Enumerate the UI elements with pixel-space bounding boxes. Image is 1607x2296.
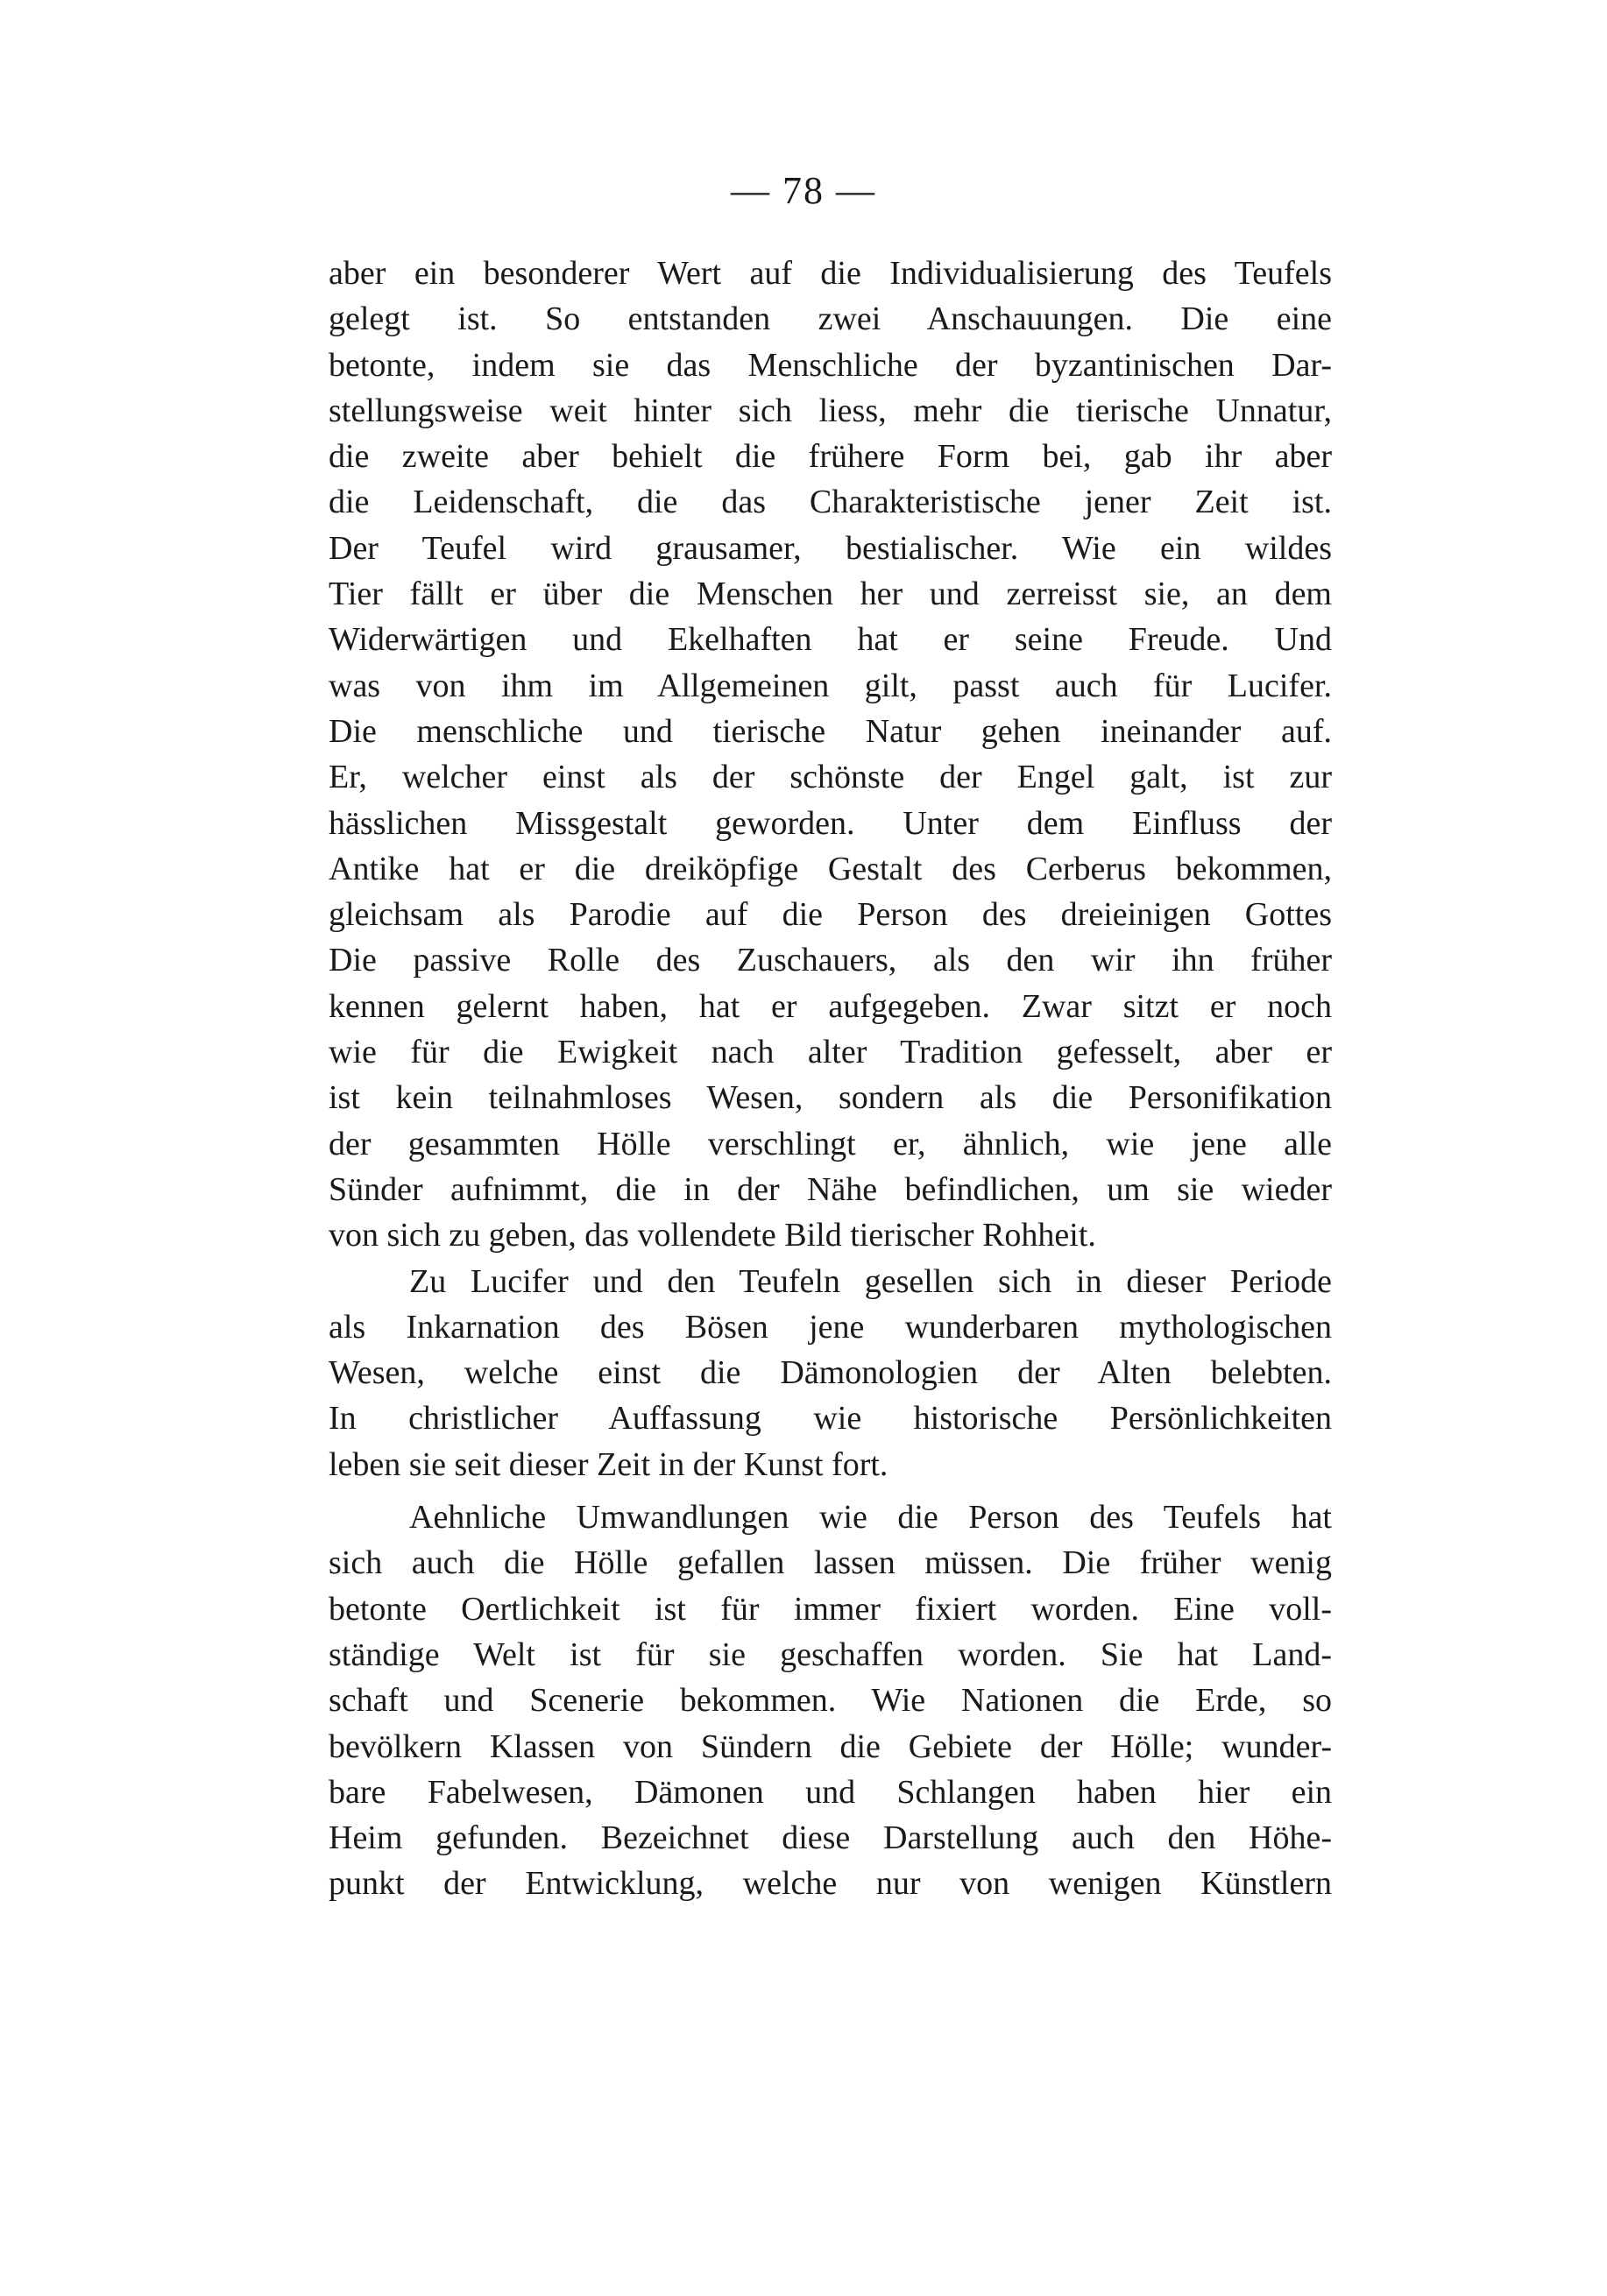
text-line: ständige Welt ist für sie geschaffen worden. Sie hat Land- (329, 1635, 1332, 1673)
text-line: die zweite aber behielt die frühere Form bei, gab ihr aber (329, 438, 1332, 476)
text-line: von sich zu geben, das vollendete Bild tierischer Rohheit. (329, 1217, 1096, 1254)
paragraph (329, 1494, 1332, 1907)
text-line: In christlicher Auffassung wie historische Persönlichkeiten (329, 1400, 1332, 1438)
text-line: Der Teufel wird grausamer, bestialischer. Wie ein wildes (329, 529, 1332, 567)
text-line: kennen gelernt haben, hat er aufgegeben. Zwar sitzt er noch (329, 987, 1332, 1025)
text-line: schaft und Scenerie bekommen. Wie Nationen die Erde, so (329, 1682, 1332, 1720)
text-line: leben sie seit dieser Zeit in der Kunst fort. (329, 1445, 888, 1483)
text-line: die Leidenschaft, die das Charakteristische jener Zeit ist. (329, 484, 1332, 521)
text-line: Antike hat er die dreiköpfige Gestalt des Cerberus bekommen, (329, 850, 1332, 887)
text-line: Aehnliche Umwandlungen wie die Person des Teufels hat (409, 1499, 1332, 1537)
text-line: Zu Lucifer und den Teufeln gesellen sich in dieser Periode (409, 1262, 1332, 1300)
text-line: Heim gefunden. Bezeichnet diese Darstellung auch den Höhe- (329, 1819, 1332, 1857)
page-number: — 78 — (731, 169, 876, 212)
text-line: gelegt ist. So entstanden zwei Anschauungen. Die eine (329, 300, 1332, 338)
text-line: was von ihm im Allgemeinen gilt, passt auch für Lucifer. (329, 667, 1332, 704)
text-line: Wesen, welche einst die Dämonologien der Alten belebten. (329, 1354, 1332, 1392)
text-line: gleichsam als Parodie auf die Person des dreieinigen Gottes (329, 896, 1332, 934)
text-line: aber ein besonderer Wert auf die Individualisierung des Teufels (329, 255, 1332, 292)
text-line: ist kein teilnahmloses Wesen, sondern als die Personifikation (329, 1079, 1332, 1117)
text-line: Widerwärtigen und Ekelhaften hat er seine Freude. Und (329, 621, 1332, 659)
body-text (329, 251, 1332, 1907)
text-line: Tier fällt er über die Menschen her und zerreisst sie, an dem (329, 576, 1332, 613)
text-line: betonte, indem sie das Menschliche der byzantinischen Dar- (329, 346, 1332, 384)
text-line: bevölkern Klassen von Sündern die Gebiete der Hölle; wunder- (329, 1727, 1332, 1765)
text-line: wie für die Ewigkeit nach alter Tradition gefesselt, aber er (329, 1034, 1332, 1071)
text-line: stellungsweise weit hinter sich liess, mehr die tierische Unnatur, (329, 392, 1332, 429)
text-line: Die passive Rolle des Zuschauers, als den wir ihn früher (329, 942, 1332, 979)
paragraph (329, 1259, 1332, 1487)
text-line: bare Fabelwesen, Dämonen und Schlangen haben hier ein (329, 1773, 1332, 1811)
text-line: als Inkarnation des Bösen jene wunderbaren mythologischen (329, 1308, 1332, 1346)
paragraph-gap (329, 1487, 1332, 1494)
text-line: der gesammten Hölle verschlingt er, ähnlich, wie jene alle (329, 1125, 1332, 1162)
text-line: Sünder aufnimmt, die in der Nähe befindlichen, um sie wieder (329, 1170, 1332, 1208)
paragraph (329, 251, 1332, 1259)
text-line: Er, welcher einst als der schönste der Engel galt, ist zur (329, 759, 1332, 796)
text-line: Die menschliche und tierische Natur gehen ineinander auf. (329, 712, 1332, 750)
text-line: punkt der Entwicklung, welche nur von wenigen Künstlern (329, 1865, 1332, 1903)
text-line: sich auch die Hölle gefallen lassen müssen. Die früher wenig (329, 1544, 1332, 1582)
text-line: hässlichen Missgestalt geworden. Unter dem Einfluss der (329, 804, 1332, 842)
text-line: betonte Oertlichkeit ist für immer fixiert worden. Eine voll- (329, 1590, 1332, 1628)
